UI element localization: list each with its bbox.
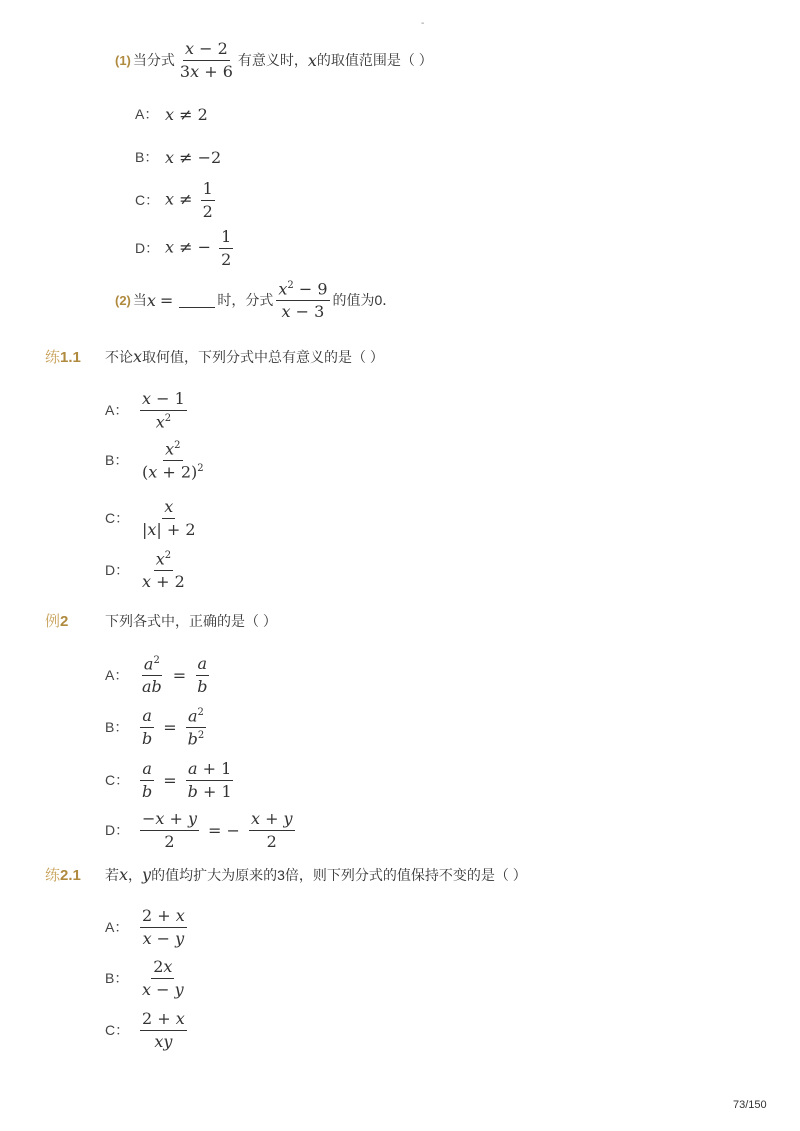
option-label: C： [105, 510, 130, 527]
exercise-1-1 [45, 346, 384, 367]
exercise-tag: 练1.1 [45, 349, 81, 366]
ex11-option-a[interactable] [105, 390, 190, 431]
exercise-tag: 练2.1 [45, 867, 81, 884]
option-label: B： [135, 149, 159, 165]
question-1-pre: 当分式 [132, 52, 175, 69]
ex21-option-b[interactable] [105, 958, 189, 998]
option-label: B： [105, 719, 129, 736]
option-math: $\frac{x^2}{(x + 2)^2}$ [142, 439, 204, 482]
option-math: $\frac{2 + x}{x - y}$ [142, 906, 185, 948]
question-1-label: (1) [115, 52, 131, 68]
q1-option-b[interactable] [135, 147, 221, 167]
ex2-option-a[interactable] [105, 655, 212, 696]
option-label: C： [105, 1022, 130, 1039]
q1-option-d[interactable] [135, 228, 236, 268]
exercise-2-1-pre: 若 [105, 866, 119, 883]
option-label: C： [105, 772, 130, 789]
example-2 [45, 610, 277, 631]
question-2-mid: 时，分式 [217, 292, 274, 309]
exercise-2-1-var1: x [119, 865, 129, 884]
ex11-option-c[interactable] [105, 498, 201, 538]
question-2-label: (2) [115, 292, 131, 308]
option-label: A： [105, 919, 129, 936]
exercise-2-1 [45, 864, 527, 885]
ex21-option-c[interactable] [105, 1010, 190, 1050]
option-math: x ≠ 2 [165, 104, 208, 124]
question-1-var: x [307, 50, 317, 70]
question-1-tail: 的取值范围是（ ） [316, 52, 433, 69]
exercise-2-1-tail: 的值均扩大为原来的3倍，则下列分式的值保持不变的是（ ） [151, 866, 527, 883]
option-math: $\frac{x^2}{x + 2}$ [142, 549, 185, 591]
q1-option-a[interactable] [135, 104, 208, 124]
exercise-1-1-var: x [133, 347, 143, 366]
option-math: $\frac{2 + x}{xy}$ [142, 1009, 185, 1051]
question-2-pre: 当 [132, 292, 147, 309]
q1-option-c[interactable] [135, 180, 218, 220]
question-1-post: 有意义时， [237, 52, 308, 69]
option-math: $\frac{2x}{x - y}$ [142, 957, 184, 999]
option-math: x ≠ $\frac{1}{2}$ [165, 179, 213, 221]
option-math: $\frac{a}{b}$ = $\frac{a^2}{b^2}$ [142, 706, 205, 749]
header-mark: - [421, 18, 425, 29]
ex11-option-b[interactable] [105, 440, 209, 481]
question-2-tail: 的值为0． [332, 292, 397, 309]
option-label: D： [105, 822, 130, 839]
ex21-option-a[interactable] [105, 907, 190, 947]
option-label: D： [135, 240, 160, 257]
question-1-fraction: $\frac{x - 2}{3x + 6}$ [179, 39, 233, 81]
exercise-2-1-sep: ， [128, 866, 143, 883]
exercise-2-1-var2: y [142, 865, 152, 884]
option-math: x ≠ −2 [165, 147, 222, 167]
option-label: A： [105, 402, 129, 419]
option-label: B： [105, 970, 129, 987]
option-math: $\frac{a}{b}$ = $\frac{a + 1}{b + 1}$ [142, 759, 232, 801]
option-math: $\frac{x}{|x| + 2}$ [142, 497, 196, 539]
question-1 [115, 40, 433, 80]
example-tag: 例2 [45, 613, 69, 630]
question-2: (2) 当 x = 时，分式 $\frac{x^2 - 9}{x - 3}$ 的值为0． [115, 279, 397, 321]
option-label: A： [105, 667, 129, 684]
option-math: $\frac{x - 1}{x^2}$ [142, 389, 185, 431]
question-2-fraction: $\frac{x^2 - 9}{x - 3}$ [278, 279, 328, 321]
ex2-option-d[interactable] [105, 810, 298, 850]
option-math: $\frac{a^2}{ab}$ = $\frac{a}{b}$ [142, 654, 208, 696]
answer-blank[interactable] [179, 293, 215, 308]
option-label: A： [135, 106, 159, 122]
option-label: C： [135, 192, 160, 209]
exercise-1-1-tail: 取何值，下列分式中总有意义的是（ ） [142, 348, 384, 365]
exercise-1-1-pre: 不论 [105, 348, 133, 365]
option-math: $\frac{-x + y}{2}$ = − $\frac{x + y}{2}$ [142, 809, 293, 851]
ex2-option-b[interactable] [105, 707, 209, 748]
ex11-option-d[interactable] [105, 550, 190, 591]
option-label: B： [105, 452, 129, 469]
ex2-option-c[interactable] [105, 760, 237, 800]
question-2-var: x [146, 290, 156, 310]
option-math: x ≠ − $\frac{1}{2}$ [165, 227, 232, 269]
option-label: D： [105, 562, 130, 579]
page-number: 73/150 [733, 1099, 767, 1111]
example-2-text: 下列各式中，正确的是（ ） [105, 612, 277, 629]
